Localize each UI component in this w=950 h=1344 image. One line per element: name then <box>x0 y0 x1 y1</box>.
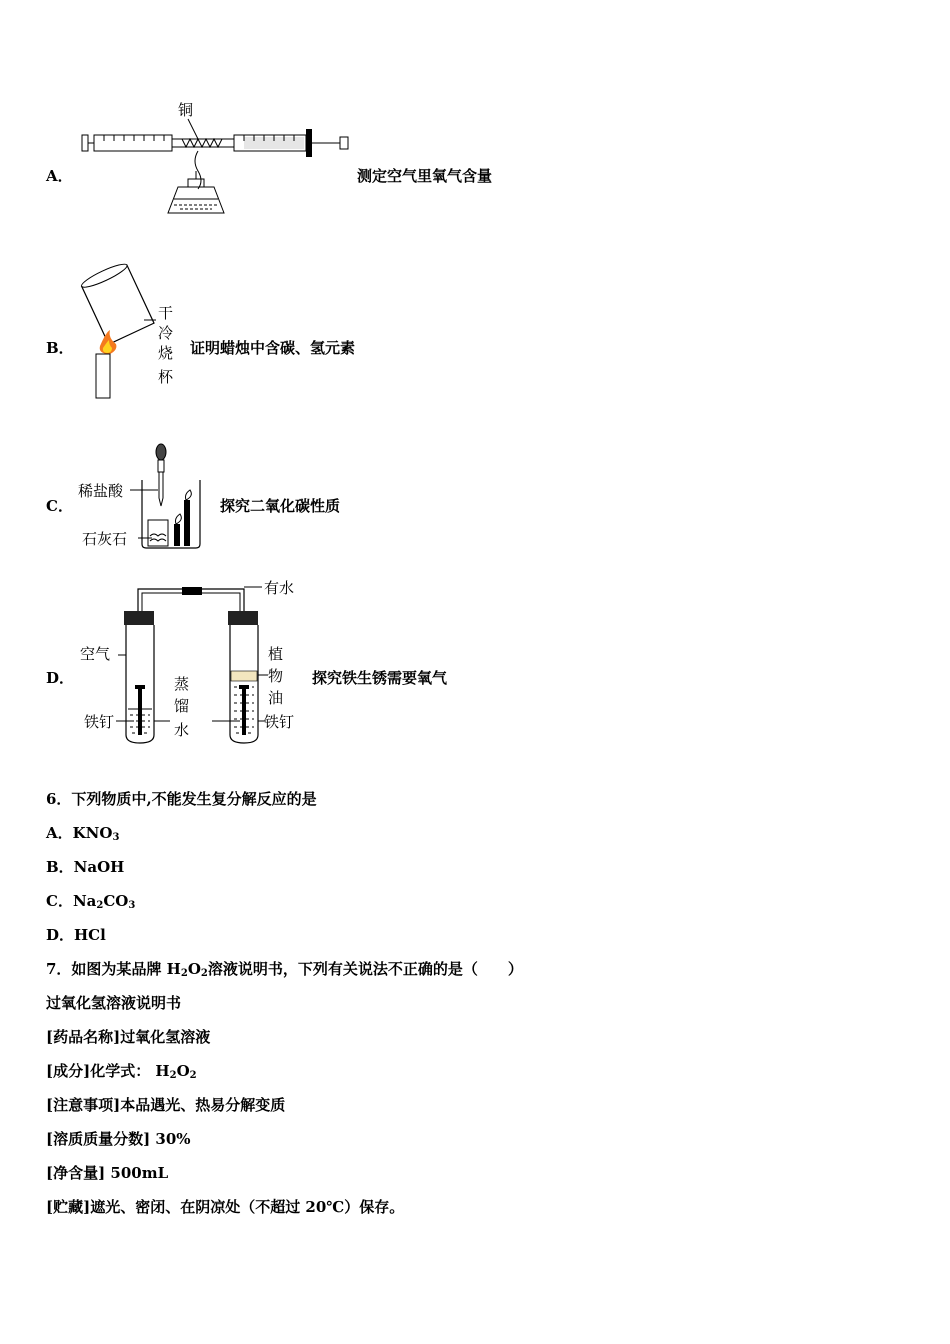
distilled-water-char-1: 蒸 <box>174 675 190 693</box>
option-d-caption: 探究铁生锈需要氧气 <box>312 669 448 687</box>
water-top-label: 有水 <box>264 579 295 597</box>
q6-stem: 6．下列物质中,不能发生复分解反应的是 <box>46 790 317 808</box>
leaflet-net-volume: [净含量] 500mL <box>46 1164 169 1182</box>
option-d-letter: D． <box>46 669 75 687</box>
leaflet-notice: [注意事项]本品遇光、热易分解变质 <box>46 1096 286 1114</box>
leaflet-mass-fraction: [溶质质量分数] 30% <box>46 1130 191 1148</box>
leaflet-drug-name: [药品名称]过氧化氢溶液 <box>46 1028 211 1046</box>
air-label: 空气 <box>80 645 111 663</box>
beaker-label-char-4: 杯 <box>158 368 174 386</box>
q6-option-c: C．$Na_2CO_3$ <box>46 892 136 911</box>
leaflet-title: 过氧化氢溶液说明书 <box>46 994 182 1012</box>
beaker-label-char-3: 烧 <box>158 344 174 362</box>
oil-char-1: 植 <box>268 645 284 663</box>
q7-stem: 7．如图为某品牌 $H_2O_2$溶液说明书，下列有关说法不正确的是（ ） <box>46 960 523 979</box>
distilled-water-char-3: 水 <box>174 721 190 739</box>
right-nail-label: 铁钉 <box>264 713 295 731</box>
copper-syringe-apparatus-figure <box>78 95 358 230</box>
acid-label: 稀盐酸 <box>78 482 124 500</box>
oil-char-3: 油 <box>268 689 284 707</box>
option-b-caption: 证明蜡烛中含碳、氢元素 <box>190 339 356 357</box>
distilled-water-char-2: 馏 <box>174 697 190 715</box>
leaflet-storage: [贮藏]遮光、密闭、在阴凉处（不超过 20℃）保存。 <box>46 1198 405 1216</box>
beaker-label-char-2: 冷 <box>158 324 174 342</box>
option-c-caption: 探究二氧化碳性质 <box>220 497 341 515</box>
option-a-caption: 测定空气里氧气含量 <box>357 167 493 185</box>
iron-rust-test-tubes-figure <box>78 573 308 748</box>
candle-beaker-figure <box>78 258 188 403</box>
oil-char-2: 物 <box>268 667 284 685</box>
q6-option-b: B．NaOH <box>46 858 125 876</box>
option-a-letter: A． <box>46 167 73 185</box>
q6-option-a: A．$KNO_3$ <box>46 824 120 843</box>
beaker-label-char-1: 干 <box>158 304 174 322</box>
co2-beaker-figure <box>78 440 218 552</box>
option-c-letter: C． <box>46 497 73 515</box>
left-nail-label: 铁钉 <box>84 713 115 731</box>
copper-label: 铜 <box>178 101 194 119</box>
option-b-letter: B． <box>46 339 74 357</box>
leaflet-composition: [成分]化学式： $H_2O_2$ <box>46 1062 197 1081</box>
q6-option-d: D．HCl <box>46 926 106 944</box>
limestone-label: 石灰石 <box>82 530 128 548</box>
